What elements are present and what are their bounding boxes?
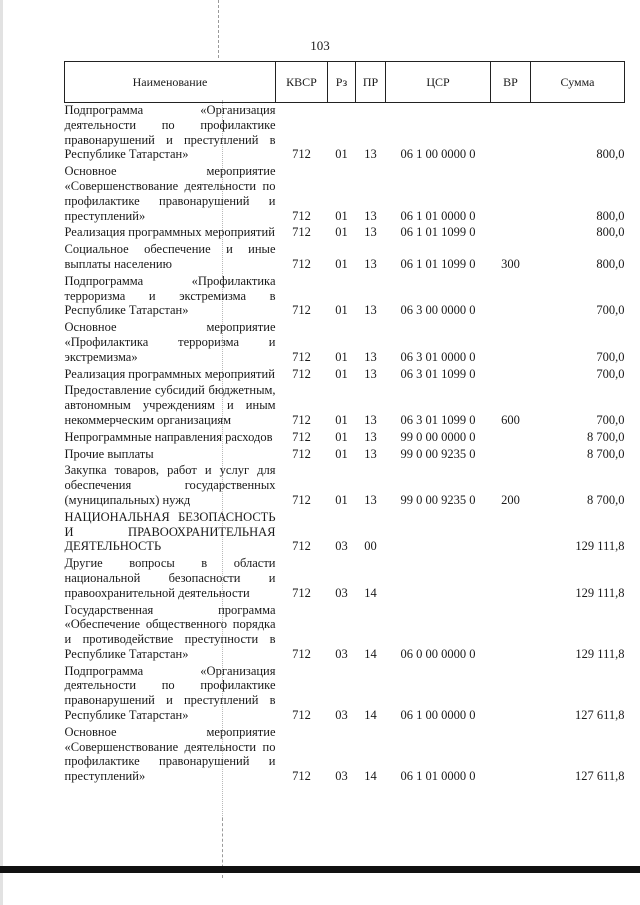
row-vr: [491, 603, 531, 664]
row-kvsr: 712: [292, 492, 311, 507]
row-vr: [491, 367, 531, 384]
row-sum: 129 111,8: [575, 539, 625, 554]
row-pr: 13: [364, 429, 377, 444]
row-name: Предоставление субсидий бюджетным, автономным учреждениям и иным некоммерческим организациям: [64, 383, 276, 427]
row-vr: [491, 447, 531, 464]
row-pr: 13: [364, 349, 377, 364]
table-row: [65, 463, 625, 509]
row-name: Подпрограмма «Организация деятельности по профилактике правонарушений и преступлений в Республике Татарстан»: [64, 663, 276, 723]
row-vr: [491, 510, 531, 556]
row-sum: 800,0: [596, 208, 625, 223]
row-csr: 99 0 00 9235 0: [400, 446, 476, 461]
header-name: Наименование: [65, 62, 276, 103]
row-kvsr: 712: [292, 366, 311, 381]
row-csr: 06 1 00 0000 0: [400, 147, 476, 162]
row-kvsr: 712: [292, 256, 311, 271]
row-sum: 700,0: [596, 366, 625, 381]
row-sum: 127 611,8: [574, 708, 625, 723]
row-kvsr: 712: [292, 708, 311, 723]
row-csr: 06 3 01 1099 0: [400, 366, 476, 381]
row-name: Основное мероприятие «Совершенствование деятельности по профилактике правонарушений и преступлений»: [64, 164, 276, 223]
row-name: Непрограммные направления расходов: [64, 429, 273, 444]
scan-bottom-edge: [0, 866, 640, 873]
row-sum: 700,0: [596, 349, 625, 364]
row-kvsr: 712: [292, 539, 311, 554]
table-row: [65, 664, 625, 725]
row-pr: 13: [364, 446, 377, 461]
row-vr: 600: [501, 412, 520, 427]
row-vr: [491, 320, 531, 366]
table-row: [65, 103, 625, 165]
row-rz: 01: [335, 303, 348, 318]
row-kvsr: 712: [292, 147, 311, 162]
row-rz: 03: [335, 585, 348, 600]
page-number: 103: [310, 38, 330, 53]
header-csr: ЦСР: [386, 62, 491, 103]
row-rz: 03: [335, 646, 348, 661]
scan-left-edge: [0, 0, 3, 905]
row-pr: 13: [364, 225, 377, 240]
row-name: Закупка товаров, работ и услуг для обеспечения государственных (муниципальных) нужд: [64, 463, 276, 507]
row-pr: 13: [364, 492, 377, 507]
row-name: Основное мероприятие «Профилактика терроризма и экстремизма»: [64, 320, 276, 364]
row-csr: 06 3 00 0000 0: [400, 303, 476, 318]
row-csr: 06 3 01 1099 0: [400, 412, 476, 427]
row-rz: 03: [335, 708, 348, 723]
row-kvsr: 712: [292, 429, 311, 444]
table-row: [65, 725, 625, 786]
table-header-row: [65, 62, 625, 103]
row-rz: 01: [335, 256, 348, 271]
row-pr: 13: [364, 147, 377, 162]
row-vr: [491, 725, 531, 786]
table-row: [65, 367, 625, 384]
table-row: [65, 225, 625, 242]
row-csr: [386, 510, 491, 556]
row-sum: 8 700,0: [587, 429, 625, 444]
row-pr: 13: [364, 256, 377, 271]
row-csr: 06 1 01 0000 0: [400, 769, 476, 784]
row-kvsr: 712: [292, 349, 311, 364]
row-rz: 03: [335, 769, 348, 784]
row-pr: 14: [364, 585, 377, 600]
row-rz: 01: [335, 225, 348, 240]
table-row: [65, 556, 625, 602]
header-sum: Сумма: [531, 62, 625, 103]
row-vr: [491, 103, 531, 165]
table-row: [65, 603, 625, 664]
row-pr: 13: [364, 303, 377, 318]
row-sum: 700,0: [596, 303, 625, 318]
row-pr: 13: [364, 208, 377, 223]
header-kvsr: КВСР: [276, 62, 328, 103]
row-name: Прочие выплаты: [64, 446, 154, 461]
row-csr: 99 0 00 0000 0: [400, 429, 476, 444]
row-vr: [491, 225, 531, 242]
row-rz: 01: [335, 412, 348, 427]
row-rz: 01: [335, 366, 348, 381]
row-name: Реализация программных мероприятий: [64, 366, 275, 381]
table-row: [65, 447, 625, 464]
row-vr: [491, 430, 531, 447]
row-sum: 800,0: [596, 256, 625, 271]
row-csr: 06 0 00 0000 0: [400, 646, 476, 661]
row-csr: [386, 556, 491, 602]
row-name: НАЦИОНАЛЬНАЯ БЕЗОПАСНОСТЬ И ПРАВООХРАНИТЕЛЬНАЯ ДЕЯТЕЛЬНОСТЬ: [64, 509, 276, 554]
row-vr: [491, 274, 531, 320]
row-pr: 14: [364, 769, 377, 784]
table-row: [65, 274, 625, 320]
row-rz: 01: [335, 429, 348, 444]
row-kvsr: 712: [292, 446, 311, 461]
row-kvsr: 712: [292, 303, 311, 318]
row-sum: 8 700,0: [587, 492, 625, 507]
header-rz: Рз: [328, 62, 356, 103]
row-csr: 06 1 00 0000 0: [400, 708, 476, 723]
table-row: [65, 510, 625, 556]
header-vr: ВР: [491, 62, 531, 103]
row-pr: 14: [364, 708, 377, 723]
row-name: Государственная программа «Обеспечение общественного порядка и противодействие преступности в Республике Татарстан»: [64, 602, 276, 661]
row-name: Подпрограмма «Организация деятельности по профилактике правонарушений и преступлений в Республике Татарстан»: [64, 103, 276, 162]
row-vr: 200: [501, 492, 520, 507]
row-vr: [491, 164, 531, 225]
row-pr: 13: [364, 412, 377, 427]
table-row: [65, 242, 625, 274]
row-name: Подпрограмма «Профилактика терроризма и экстремизма в Республике Татарстан»: [64, 273, 276, 318]
table-row: [65, 430, 625, 447]
row-rz: 01: [335, 208, 348, 223]
row-vr: 300: [501, 256, 520, 271]
row-kvsr: 712: [292, 208, 311, 223]
row-rz: 03: [335, 539, 348, 554]
row-name: Другие вопросы в области национальной безопасности и правоохранительной деятельности: [64, 556, 276, 600]
row-kvsr: 712: [292, 646, 311, 661]
row-rz: 01: [335, 349, 348, 364]
row-kvsr: 712: [292, 769, 311, 784]
row-sum: 127 611,8: [574, 769, 625, 784]
row-csr: 06 1 01 1099 0: [400, 256, 476, 271]
header-pr: ПР: [356, 62, 386, 103]
table-row: [65, 164, 625, 225]
row-kvsr: 712: [292, 585, 311, 600]
row-csr: 99 0 00 9235 0: [400, 492, 476, 507]
row-pr: 14: [364, 646, 377, 661]
row-name: Основное мероприятие «Совершенствование деятельности по профилактике правонарушений и преступлений»: [64, 724, 276, 784]
row-rz: 01: [335, 147, 348, 162]
row-sum: 700,0: [596, 412, 625, 427]
budget-table: [64, 61, 625, 786]
row-sum: 129 111,8: [575, 585, 625, 600]
row-vr: [491, 556, 531, 602]
row-pr: 13: [364, 366, 377, 381]
table-row: [65, 320, 625, 366]
row-rz: 01: [335, 446, 348, 461]
row-sum: 800,0: [596, 225, 625, 240]
row-pr: 00: [364, 539, 377, 554]
row-csr: 06 1 01 0000 0: [400, 208, 476, 223]
row-kvsr: 712: [292, 412, 311, 427]
row-name: Реализация программных мероприятий: [64, 225, 275, 240]
row-name: Социальное обеспечение и иные выплаты населению: [64, 242, 276, 271]
row-sum: 129 111,8: [575, 646, 625, 661]
row-rz: 01: [335, 492, 348, 507]
row-vr: [491, 664, 531, 725]
row-kvsr: 712: [292, 225, 311, 240]
table-row: [65, 383, 625, 429]
row-csr: 06 3 01 0000 0: [400, 349, 476, 364]
row-sum: 8 700,0: [587, 446, 625, 461]
row-csr: 06 1 01 1099 0: [400, 225, 476, 240]
row-sum: 800,0: [596, 147, 625, 162]
